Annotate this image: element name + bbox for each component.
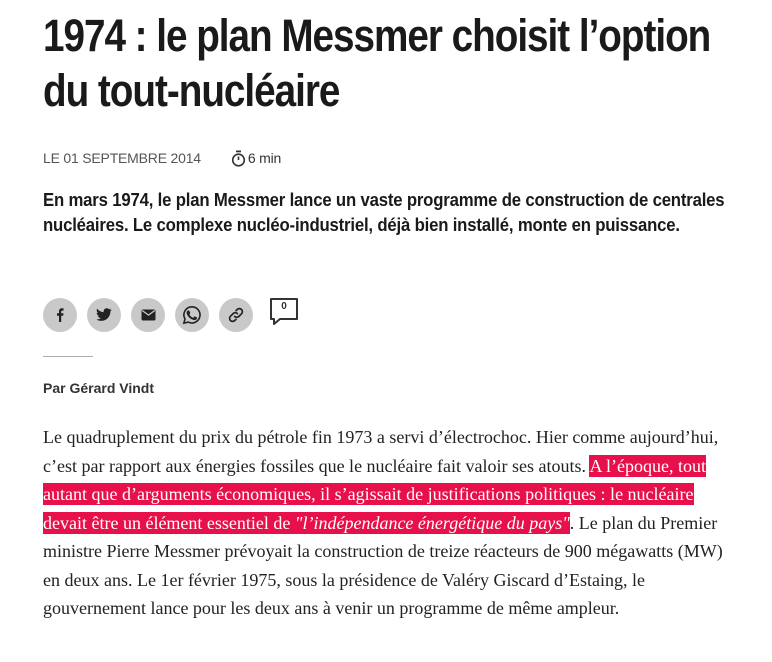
link-icon [227,306,245,324]
copy-link-button[interactable] [219,298,253,332]
article-author: Par Gérard Vindt [43,380,155,396]
article-meta [43,147,728,169]
article-title: 1974 : le plan Messmer choisit l’option du tout-nucléaire [43,10,711,116]
highlighted-quote-italic: "l’indépendance énergétique du pays" [294,512,570,533]
share-facebook-button[interactable] [43,298,77,332]
email-icon [141,309,156,321]
reading-time-label: 6 min [247,150,282,166]
body-text-part1: Le quadruplement du prix du pétrole fin 1973 a servi d’électrochoc. Hier comme aujourd’hui, c’est par rapport aux énergies fossiles que le nucléaire fait valoir ses atouts. [43,427,719,476]
comment-count: 0 [281,301,287,312]
share-whatsapp-button[interactable] [175,298,209,332]
publication-date: LE 01 SEPTEMBRE 2014 [43,150,201,166]
share-twitter-button[interactable] [87,298,121,332]
article-lead: En mars 1974, le plan Messmer lance un vaste programme de construction de centrales nucléaires. Le complexe nucléo-industriel, déjà bien installé, monte en puissance. [43,190,725,235]
twitter-icon [96,308,112,322]
share-email-button[interactable] [131,298,165,332]
share-bar [43,298,299,332]
reading-time [231,150,281,167]
facebook-icon [53,308,67,322]
highlighted-quote: A l’époque, tout autant que d’arguments économiques, il s’agissait de justifications politiques : le nucléaire devait être un élément essentiel de [43,455,706,533]
stopwatch-icon [231,150,246,167]
comments-button[interactable] [269,297,299,329]
whatsapp-icon [182,305,202,325]
article-body [43,423,733,623]
divider [43,356,93,357]
body-text-part2: . Le plan du Premier ministre Pierre Messmer prévoyait la construction de treize réacteurs de 900 mégawatts (MW) en deux ans. Le 1er février 1975, sous la présidence de Valéry Giscard d’Estaing, le gouvernement lance pour les deux ans à venir un programme de même ampleur. [43,512,723,618]
